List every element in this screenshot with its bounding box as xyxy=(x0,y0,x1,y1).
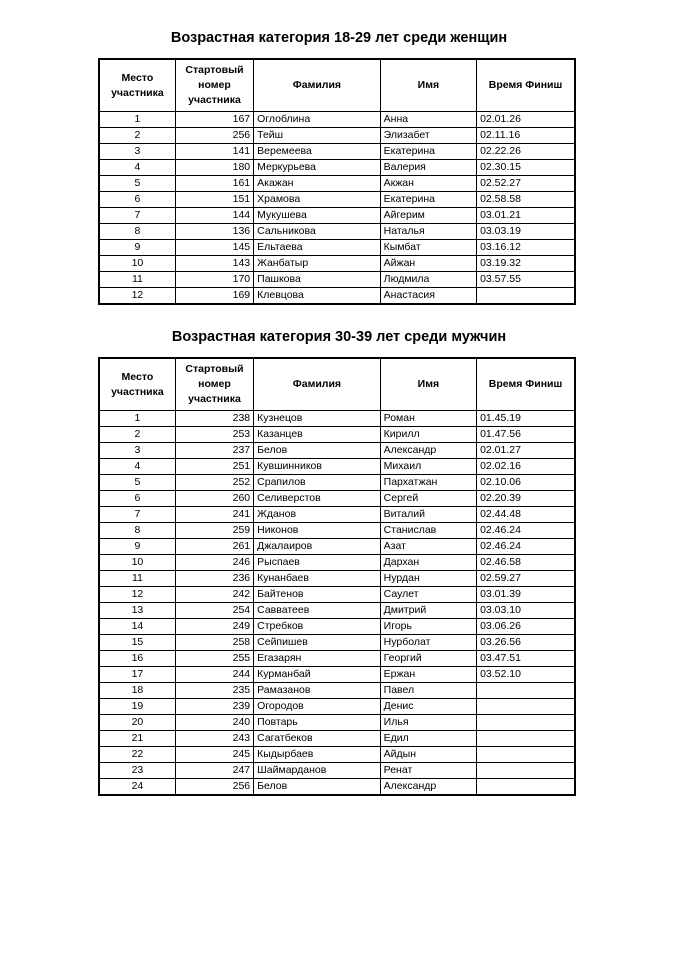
place-cell: 24 xyxy=(99,779,175,796)
surname-cell: Рамазанов xyxy=(254,683,381,699)
header-name: Имя xyxy=(380,59,476,112)
finish-time-cell: 02.10.06 xyxy=(477,475,575,491)
name-cell: Анастасия xyxy=(380,288,476,305)
place-cell: 3 xyxy=(99,144,175,160)
start-number-cell: 260 xyxy=(175,491,253,507)
table-row xyxy=(99,256,575,272)
table-row xyxy=(99,747,575,763)
start-number-cell: 239 xyxy=(175,699,253,715)
surname-cell: Белов xyxy=(254,779,381,796)
place-cell: 16 xyxy=(99,651,175,667)
start-number-cell: 241 xyxy=(175,507,253,523)
finish-time-cell: 02.01.27 xyxy=(477,443,575,459)
name-cell: Саулет xyxy=(380,587,476,603)
finish-time-cell: 01.45.19 xyxy=(477,411,575,427)
start-number-cell: 246 xyxy=(175,555,253,571)
surname-cell: Рыспаев xyxy=(254,555,381,571)
surname-cell: Сагатбеков xyxy=(254,731,381,747)
surname-cell: Кунанбаев xyxy=(254,571,381,587)
start-number-cell: 170 xyxy=(175,272,253,288)
start-number-cell: 136 xyxy=(175,224,253,240)
surname-cell: Оглоблина xyxy=(254,112,381,128)
table-row xyxy=(99,192,575,208)
table-row xyxy=(99,491,575,507)
finish-time-cell xyxy=(477,683,575,699)
finish-time-cell: 03.19.32 xyxy=(477,256,575,272)
surname-cell: Курманбай xyxy=(254,667,381,683)
table-row xyxy=(99,144,575,160)
results-table-men-30-39 xyxy=(98,357,576,796)
surname-cell: Огородов xyxy=(254,699,381,715)
name-cell: Денис xyxy=(380,699,476,715)
place-cell: 12 xyxy=(99,288,175,305)
table-row xyxy=(99,571,575,587)
header-surname: Фамилия xyxy=(254,59,381,112)
table-row xyxy=(99,160,575,176)
start-number-cell: 145 xyxy=(175,240,253,256)
place-cell: 22 xyxy=(99,747,175,763)
start-number-cell: 144 xyxy=(175,208,253,224)
place-cell: 4 xyxy=(99,160,175,176)
finish-time-cell xyxy=(477,288,575,305)
table-row xyxy=(99,411,575,427)
place-cell: 12 xyxy=(99,587,175,603)
place-cell: 7 xyxy=(99,208,175,224)
surname-cell: Кузнецов xyxy=(254,411,381,427)
surname-cell: Повтарь xyxy=(254,715,381,731)
name-cell: Илья xyxy=(380,715,476,731)
finish-time-cell: 02.44.48 xyxy=(477,507,575,523)
table-header-row xyxy=(99,358,575,411)
finish-time-cell: 02.58.58 xyxy=(477,192,575,208)
finish-time-cell: 03.03.19 xyxy=(477,224,575,240)
start-number-cell: 244 xyxy=(175,667,253,683)
finish-time-cell: 02.52.27 xyxy=(477,176,575,192)
finish-time-cell: 01.47.56 xyxy=(477,427,575,443)
table-row xyxy=(99,635,575,651)
surname-cell: Храмова xyxy=(254,192,381,208)
name-cell: Наталья xyxy=(380,224,476,240)
name-cell: Азат xyxy=(380,539,476,555)
name-cell: Людмила xyxy=(380,272,476,288)
finish-time-cell: 03.06.26 xyxy=(477,619,575,635)
table-row xyxy=(99,731,575,747)
surname-cell: Меркурьева xyxy=(254,160,381,176)
surname-cell: Селиверстов xyxy=(254,491,381,507)
start-number-cell: 252 xyxy=(175,475,253,491)
surname-cell: Кувшинников xyxy=(254,459,381,475)
finish-time-cell xyxy=(477,731,575,747)
place-cell: 9 xyxy=(99,539,175,555)
header-start-number: Стартовый номер участника xyxy=(175,59,253,112)
surname-cell: Клевцова xyxy=(254,288,381,305)
name-cell: Кымбат xyxy=(380,240,476,256)
start-number-cell: 255 xyxy=(175,651,253,667)
start-number-cell: 236 xyxy=(175,571,253,587)
name-cell: Екатерина xyxy=(380,144,476,160)
name-cell: Станислав xyxy=(380,523,476,539)
table-row xyxy=(99,763,575,779)
place-cell: 2 xyxy=(99,427,175,443)
name-cell: Павел xyxy=(380,683,476,699)
table-row xyxy=(99,475,575,491)
table-row xyxy=(99,667,575,683)
table-row xyxy=(99,288,575,305)
name-cell: Виталий xyxy=(380,507,476,523)
surname-cell: Кыдырбаев xyxy=(254,747,381,763)
place-cell: 7 xyxy=(99,507,175,523)
start-number-cell: 235 xyxy=(175,683,253,699)
surname-cell: Жанбатыр xyxy=(254,256,381,272)
finish-time-cell xyxy=(477,779,575,796)
header-place: Место участника xyxy=(99,59,175,112)
table-row xyxy=(99,443,575,459)
start-number-cell: 256 xyxy=(175,779,253,796)
place-cell: 3 xyxy=(99,443,175,459)
finish-time-cell: 03.47.51 xyxy=(477,651,575,667)
name-cell: Александр xyxy=(380,779,476,796)
finish-time-cell: 02.11.16 xyxy=(477,128,575,144)
surname-cell: Казанцев xyxy=(254,427,381,443)
start-number-cell: 242 xyxy=(175,587,253,603)
finish-time-cell: 03.01.21 xyxy=(477,208,575,224)
surname-cell: Сальникова xyxy=(254,224,381,240)
surname-cell: Белов xyxy=(254,443,381,459)
surname-cell: Акажан xyxy=(254,176,381,192)
start-number-cell: 259 xyxy=(175,523,253,539)
finish-time-cell xyxy=(477,715,575,731)
place-cell: 6 xyxy=(99,491,175,507)
start-number-cell: 258 xyxy=(175,635,253,651)
table-row xyxy=(99,555,575,571)
place-cell: 15 xyxy=(99,635,175,651)
surname-cell: Срапилов xyxy=(254,475,381,491)
finish-time-cell: 02.46.24 xyxy=(477,539,575,555)
start-number-cell: 237 xyxy=(175,443,253,459)
header-start-number: Стартовый номер участника xyxy=(175,358,253,411)
surname-cell: Сейпишев xyxy=(254,635,381,651)
section-title-women-18-29: Возрастная категория 18-29 лет среди женщин xyxy=(170,30,508,46)
table-row xyxy=(99,240,575,256)
name-cell: Роман xyxy=(380,411,476,427)
finish-time-cell: 03.52.10 xyxy=(477,667,575,683)
place-cell: 21 xyxy=(99,731,175,747)
place-cell: 19 xyxy=(99,699,175,715)
place-cell: 9 xyxy=(99,240,175,256)
place-cell: 11 xyxy=(99,272,175,288)
place-cell: 18 xyxy=(99,683,175,699)
surname-cell: Джалаиров xyxy=(254,539,381,555)
name-cell: Анна xyxy=(380,112,476,128)
surname-cell: Никонов xyxy=(254,523,381,539)
name-cell: Нурболат xyxy=(380,635,476,651)
surname-cell: Мукушева xyxy=(254,208,381,224)
place-cell: 5 xyxy=(99,176,175,192)
name-cell: Элизабет xyxy=(380,128,476,144)
table-row xyxy=(99,427,575,443)
start-number-cell: 249 xyxy=(175,619,253,635)
table-row xyxy=(99,539,575,555)
results-table-women-18-29 xyxy=(98,58,576,305)
surname-cell: Савватеев xyxy=(254,603,381,619)
finish-time-cell: 03.01.39 xyxy=(477,587,575,603)
finish-time-cell: 03.03.10 xyxy=(477,603,575,619)
name-cell: Пархатжан xyxy=(380,475,476,491)
table-row xyxy=(99,208,575,224)
finish-time-cell: 02.46.24 xyxy=(477,523,575,539)
name-cell: Айдын xyxy=(380,747,476,763)
start-number-cell: 161 xyxy=(175,176,253,192)
start-number-cell: 238 xyxy=(175,411,253,427)
start-number-cell: 254 xyxy=(175,603,253,619)
place-cell: 10 xyxy=(99,256,175,272)
surname-cell: Егазарян xyxy=(254,651,381,667)
start-number-cell: 141 xyxy=(175,144,253,160)
start-number-cell: 240 xyxy=(175,715,253,731)
place-cell: 11 xyxy=(99,571,175,587)
surname-cell: Пашкова xyxy=(254,272,381,288)
surname-cell: Тейш xyxy=(254,128,381,144)
section-title-men-30-39: Возрастная категория 30-39 лет среди мужчин xyxy=(171,329,507,345)
place-cell: 8 xyxy=(99,523,175,539)
place-cell: 2 xyxy=(99,128,175,144)
place-cell: 14 xyxy=(99,619,175,635)
surname-cell: Шаймарданов xyxy=(254,763,381,779)
name-cell: Дмитрий xyxy=(380,603,476,619)
finish-time-cell: 02.02.16 xyxy=(477,459,575,475)
finish-time-cell: 03.57.55 xyxy=(477,272,575,288)
table-row xyxy=(99,603,575,619)
name-cell: Сергей xyxy=(380,491,476,507)
place-cell: 5 xyxy=(99,475,175,491)
start-number-cell: 256 xyxy=(175,128,253,144)
start-number-cell: 261 xyxy=(175,539,253,555)
start-number-cell: 151 xyxy=(175,192,253,208)
table-row xyxy=(99,683,575,699)
finish-time-cell xyxy=(477,747,575,763)
place-cell: 6 xyxy=(99,192,175,208)
header-surname: Фамилия xyxy=(254,358,381,411)
header-finish-time: Время Финиш xyxy=(477,59,575,112)
surname-cell: Стребков xyxy=(254,619,381,635)
finish-time-cell: 02.59.27 xyxy=(477,571,575,587)
name-cell: Айжан xyxy=(380,256,476,272)
name-cell: Едил xyxy=(380,731,476,747)
name-cell: Айгерим xyxy=(380,208,476,224)
finish-time-cell: 02.20.39 xyxy=(477,491,575,507)
start-number-cell: 247 xyxy=(175,763,253,779)
place-cell: 13 xyxy=(99,603,175,619)
place-cell: 23 xyxy=(99,763,175,779)
start-number-cell: 167 xyxy=(175,112,253,128)
place-cell: 17 xyxy=(99,667,175,683)
finish-time-cell: 02.46.58 xyxy=(477,555,575,571)
finish-time-cell: 02.22.26 xyxy=(477,144,575,160)
header-name: Имя xyxy=(380,358,476,411)
table-row xyxy=(99,779,575,796)
surname-cell: Ельтаева xyxy=(254,240,381,256)
finish-time-cell: 02.01.26 xyxy=(477,112,575,128)
table-row xyxy=(99,715,575,731)
finish-time-cell: 03.16.12 xyxy=(477,240,575,256)
table-row xyxy=(99,699,575,715)
start-number-cell: 245 xyxy=(175,747,253,763)
start-number-cell: 243 xyxy=(175,731,253,747)
name-cell: Игорь xyxy=(380,619,476,635)
table-row xyxy=(99,587,575,603)
finish-time-cell xyxy=(477,763,575,779)
name-cell: Екатерина xyxy=(380,192,476,208)
name-cell: Валерия xyxy=(380,160,476,176)
place-cell: 20 xyxy=(99,715,175,731)
table-row xyxy=(99,523,575,539)
table-row xyxy=(99,224,575,240)
place-cell: 1 xyxy=(99,411,175,427)
name-cell: Дархан xyxy=(380,555,476,571)
table-row xyxy=(99,272,575,288)
place-cell: 8 xyxy=(99,224,175,240)
table-row xyxy=(99,112,575,128)
name-cell: Георгий xyxy=(380,651,476,667)
start-number-cell: 169 xyxy=(175,288,253,305)
start-number-cell: 251 xyxy=(175,459,253,475)
table-row xyxy=(99,459,575,475)
name-cell: Михаил xyxy=(380,459,476,475)
finish-time-cell xyxy=(477,699,575,715)
surname-cell: Жданов xyxy=(254,507,381,523)
name-cell: Кирилл xyxy=(380,427,476,443)
table-row xyxy=(99,507,575,523)
surname-cell: Веремеева xyxy=(254,144,381,160)
surname-cell: Байтенов xyxy=(254,587,381,603)
finish-time-cell: 03.26.56 xyxy=(477,635,575,651)
table-header-row xyxy=(99,59,575,112)
start-number-cell: 180 xyxy=(175,160,253,176)
finish-time-cell: 02.30.15 xyxy=(477,160,575,176)
start-number-cell: 253 xyxy=(175,427,253,443)
table-row xyxy=(99,176,575,192)
name-cell: Ренат xyxy=(380,763,476,779)
table-row xyxy=(99,619,575,635)
header-finish-time: Время Финиш xyxy=(477,358,575,411)
start-number-cell: 143 xyxy=(175,256,253,272)
header-place: Место участника xyxy=(99,358,175,411)
name-cell: Ержан xyxy=(380,667,476,683)
name-cell: Акжан xyxy=(380,176,476,192)
place-cell: 4 xyxy=(99,459,175,475)
table-row xyxy=(99,128,575,144)
place-cell: 10 xyxy=(99,555,175,571)
table-row xyxy=(99,651,575,667)
name-cell: Нурдан xyxy=(380,571,476,587)
name-cell: Александр xyxy=(380,443,476,459)
place-cell: 1 xyxy=(99,112,175,128)
